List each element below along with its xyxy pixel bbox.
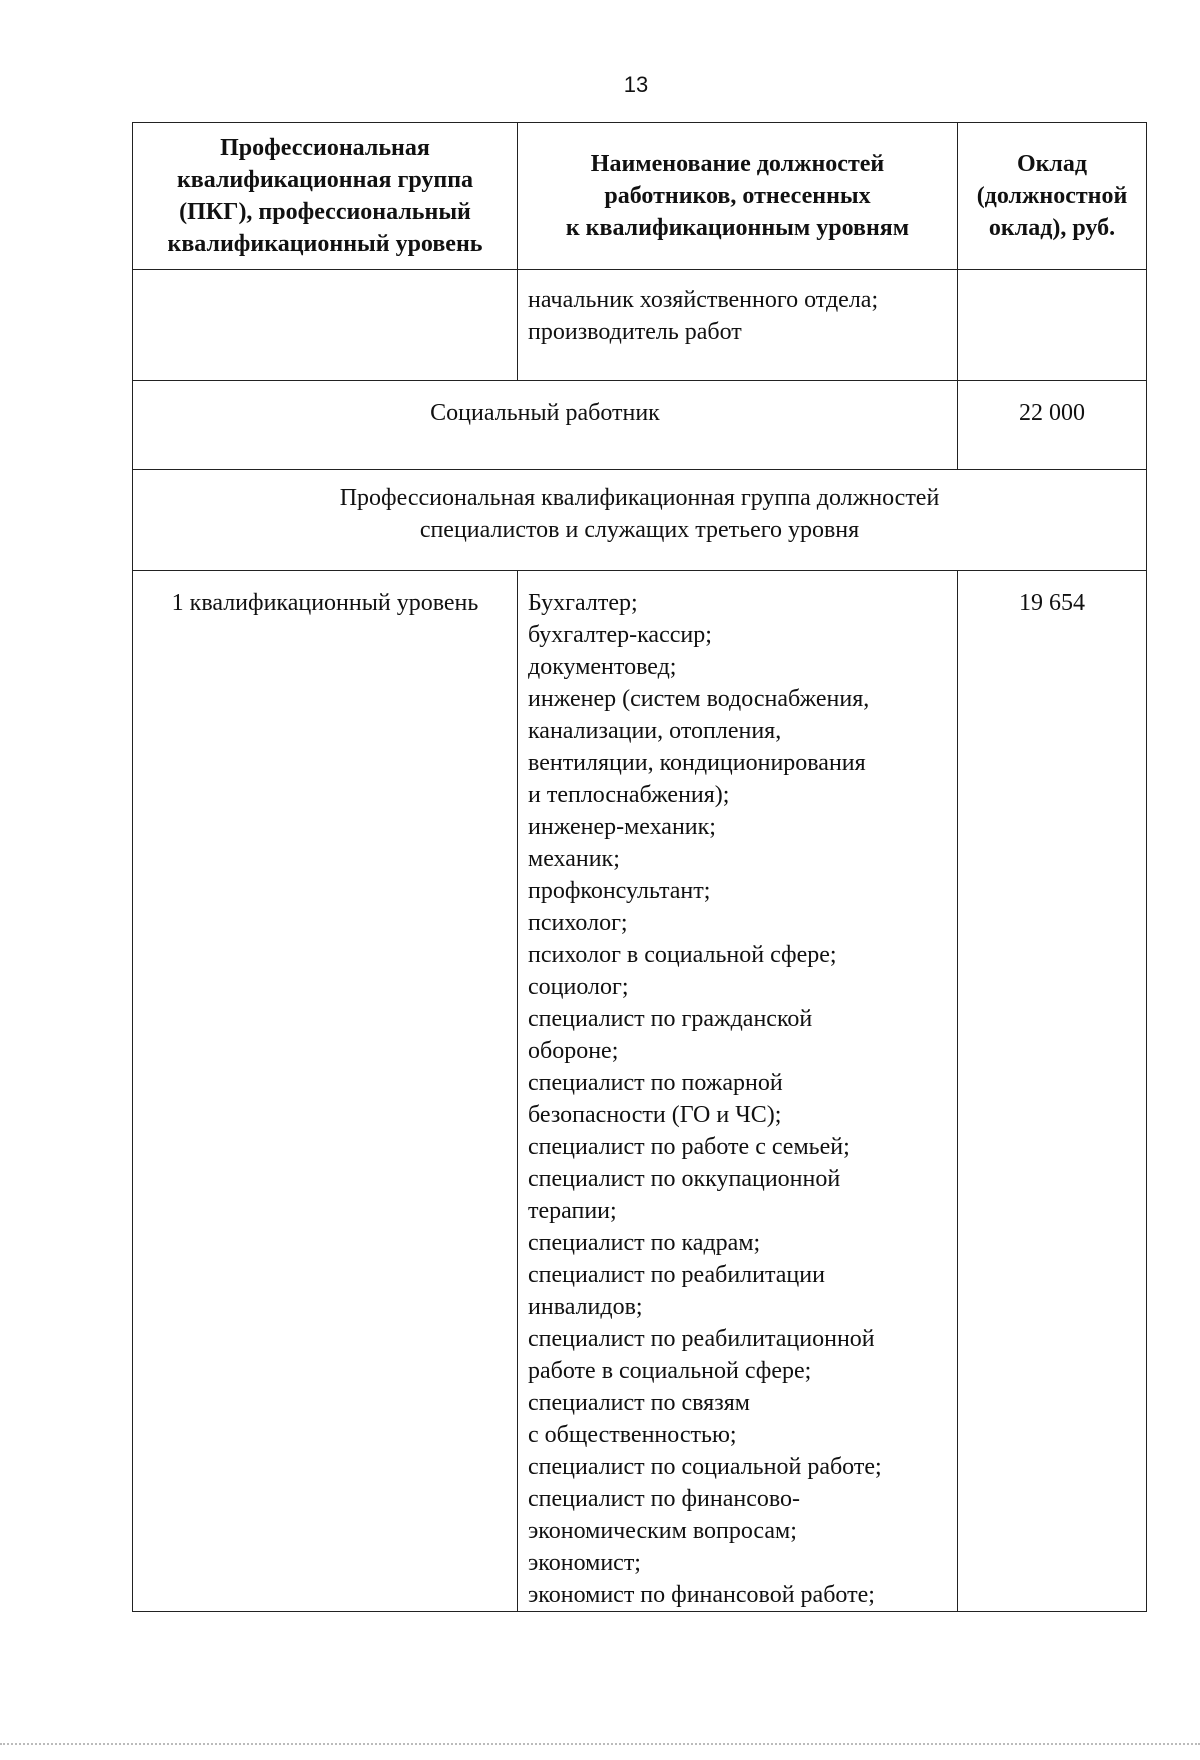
social-worker-salary: 22 000 (958, 381, 1147, 470)
list-item: специалист по кадрам; (528, 1230, 761, 1256)
list-item: специалист по финансово- (528, 1486, 801, 1512)
salary-table (132, 122, 1147, 1612)
list-item: документовед; (528, 654, 677, 680)
list-item: бухгалтер-кассир; (528, 622, 712, 648)
list-item: экономист по финансовой работе; (528, 1582, 875, 1608)
list-item: специалист по реабилитации (528, 1262, 825, 1288)
list-item: канализации, отопления, (528, 718, 782, 744)
list-item: производитель работ (528, 319, 742, 345)
list-item: терапии; (528, 1198, 617, 1224)
list-item: обороне; (528, 1038, 619, 1064)
list-item: экономическим вопросам; (528, 1518, 797, 1544)
level-salary: 19 654 (958, 571, 1147, 1612)
list-item: специалист по социальной работе; (528, 1454, 882, 1480)
position-list (518, 270, 958, 381)
list-item: специалист по гражданской (528, 1006, 813, 1032)
header-salary: Оклад (должностной оклад), руб. (958, 123, 1147, 270)
list-item: специалист по пожарной (528, 1070, 783, 1096)
table-row (133, 381, 1147, 470)
list-item: специалист по реабилитационной (528, 1326, 875, 1352)
list-item: психолог; (528, 910, 628, 936)
table-row (133, 270, 1147, 381)
table-header-row (133, 123, 1147, 270)
empty-cell (958, 270, 1147, 381)
list-item: психолог в социальной сфере; (528, 942, 837, 968)
list-item: начальник хозяйственного отдела; (528, 287, 879, 313)
header-position-names: Наименование должностей работников, отнесенных к квалификационным уровням (518, 123, 958, 270)
empty-cell (133, 270, 518, 381)
social-worker-title: Социальный работник (133, 381, 958, 470)
list-item: инвалидов; (528, 1294, 643, 1320)
group-heading: Профессиональная квалификационная группа должностей специалистов и служащих третьего уровня (133, 470, 1147, 571)
table-row (133, 470, 1147, 571)
list-item: с общественностью; (528, 1422, 737, 1448)
list-item: инженер-механик; (528, 814, 716, 840)
list-item: экономист; (528, 1550, 641, 1576)
list-item: вентиляции, кондиционирования (528, 750, 866, 776)
list-item: Бухгалтер; (528, 590, 638, 616)
header-pkg-level: Профессиональная квалификационная группа (ПКГ), профессиональный квалификационный уровень (133, 123, 518, 270)
page-number: 13 (623, 72, 649, 97)
table-row (133, 571, 1147, 1612)
list-item: социолог; (528, 974, 629, 1000)
position-list (518, 571, 958, 1612)
scan-edge-line (0, 1743, 1200, 1745)
list-item: безопасности (ГО и ЧС); (528, 1102, 782, 1128)
level-label: 1 квалификационный уровень (133, 571, 518, 1612)
list-item: специалист по работе с семьей; (528, 1134, 850, 1160)
list-item: специалист по оккупационной (528, 1166, 841, 1192)
list-item: и теплоснабжения); (528, 782, 730, 808)
list-item: специалист по связям (528, 1390, 750, 1416)
list-item: механик; (528, 846, 620, 872)
list-item: профконсультант; (528, 878, 711, 904)
list-item: инженер (систем водоснабжения, (528, 686, 870, 712)
list-item: работе в социальной сфере; (528, 1358, 812, 1384)
